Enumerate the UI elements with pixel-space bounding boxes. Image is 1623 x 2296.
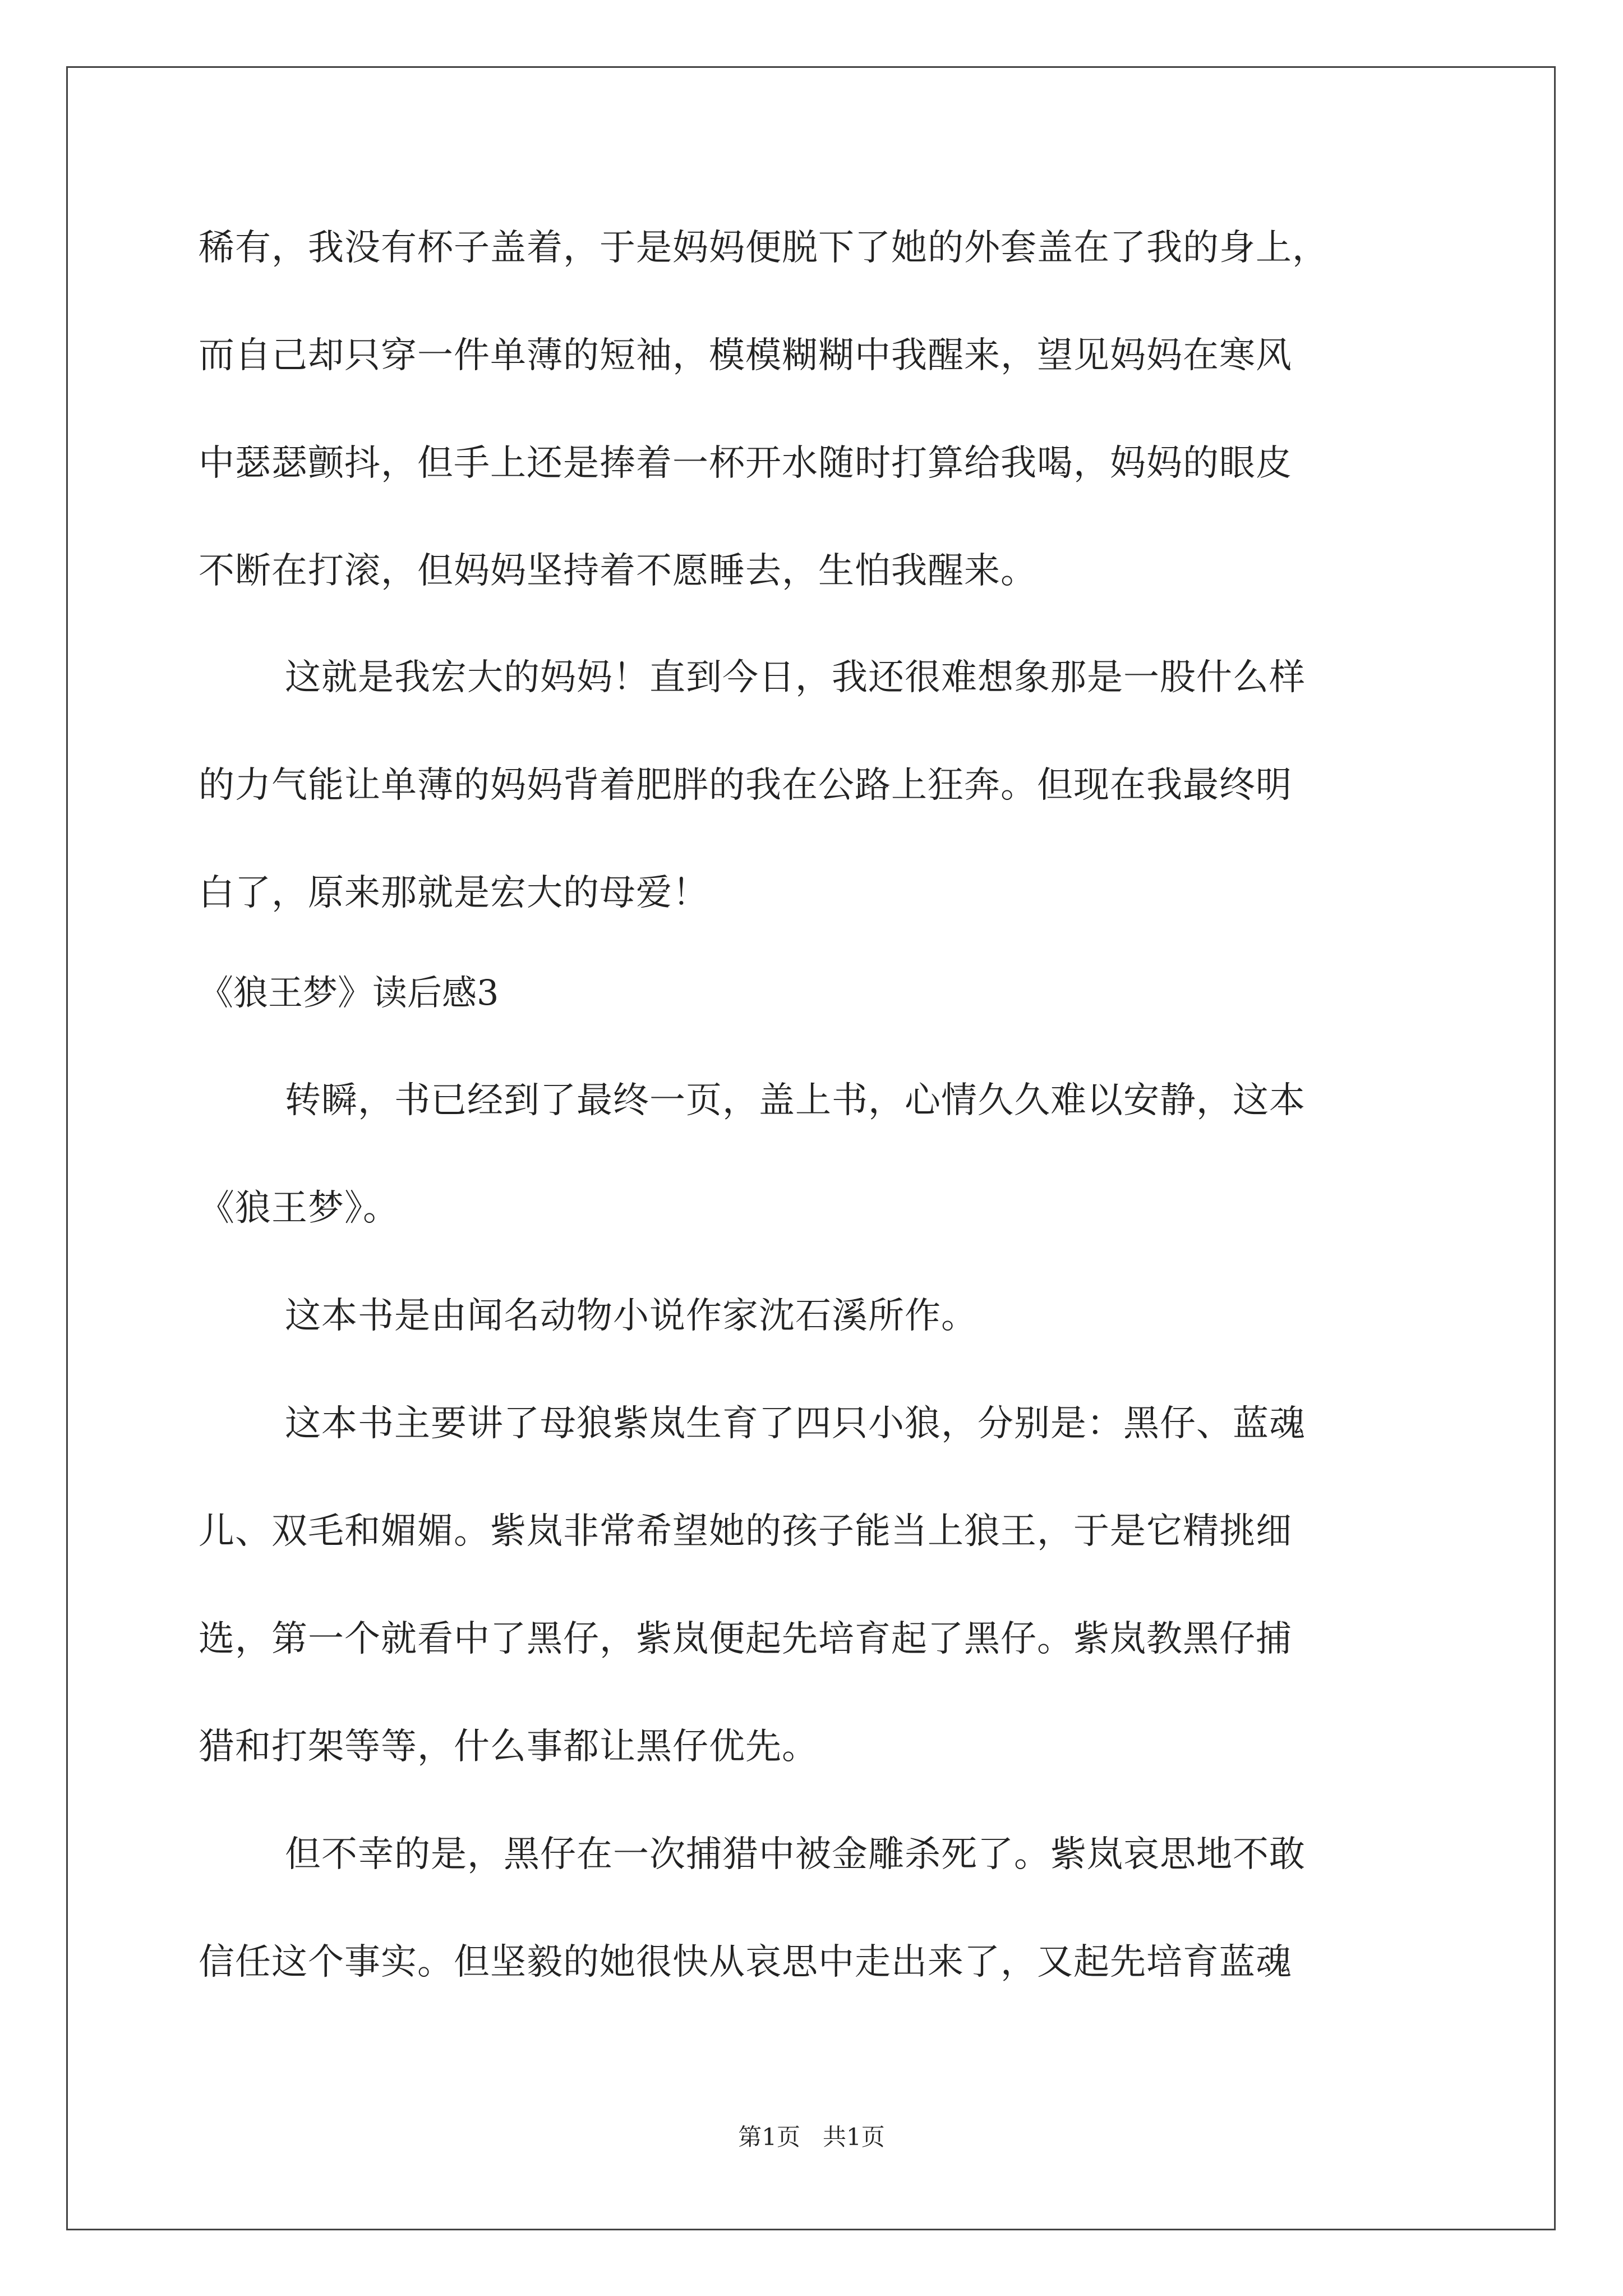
page-border (66, 66, 1556, 2230)
body-line: 选，第一个就看中了黑仔，紫岚便起先培育起了黑仔。紫岚教黑仔捕 (199, 1618, 1292, 1660)
body-line: 的力气能让单薄的妈妈背着肥胖的我在公路上狂奔。但现在我最终明 (199, 765, 1292, 806)
body-line: 不断在打滚，但妈妈坚持着不愿睡去，生怕我醒来。 (199, 550, 1037, 592)
body-line: 猎和打架等等，什么事都让黑仔优先。 (199, 1726, 818, 1768)
body-line: 信任这个事实。但坚毅的她很快从哀思中走出来了，又起先培育蓝魂 (199, 1941, 1292, 1983)
paragraph-start: 这就是我宏大的妈妈！直到今日，我还很难想象那是一股什么样 (285, 657, 1306, 698)
paragraph-start: 但不幸的是，黑仔在一次捕猎中被金雕杀死了。紫岚哀思地不敢 (285, 1834, 1306, 1875)
body-line: 中瑟瑟颤抖，但手上还是捧着一杯开水随时打算给我喝，妈妈的眼皮 (199, 443, 1292, 484)
section-heading: 《狼王梦》读后感3 (199, 972, 499, 1013)
body-line: 而自己却只穿一件单薄的短袖，模模糊糊中我醒来，望见妈妈在寒风 (199, 335, 1292, 376)
body-line: 稀有，我没有杯子盖着，于是妈妈便脱下了她的外套盖在了我的身上， (199, 227, 1329, 269)
body-line: 《狼王梦》。 (199, 1188, 399, 1229)
body-line: 儿、双毛和媚媚。紫岚非常希望她的孩子能当上狼王，于是它精挑细 (199, 1511, 1292, 1552)
body-line: 白了，原来那就是宏大的母爱！ (199, 872, 709, 914)
paragraph-start: 转瞬，书已经到了最终一页，盖上书，心情久久难以安静，这本 (285, 1080, 1306, 1121)
page-footer: 第1页 共1页 (738, 2123, 885, 2151)
paragraph-start: 这本书是由闻名动物小说作家沈石溪所作。 (285, 1295, 978, 1337)
paragraph-start: 这本书主要讲了母狼紫岚生育了四只小狼，分别是：黑仔、蓝魂 (285, 1403, 1306, 1444)
